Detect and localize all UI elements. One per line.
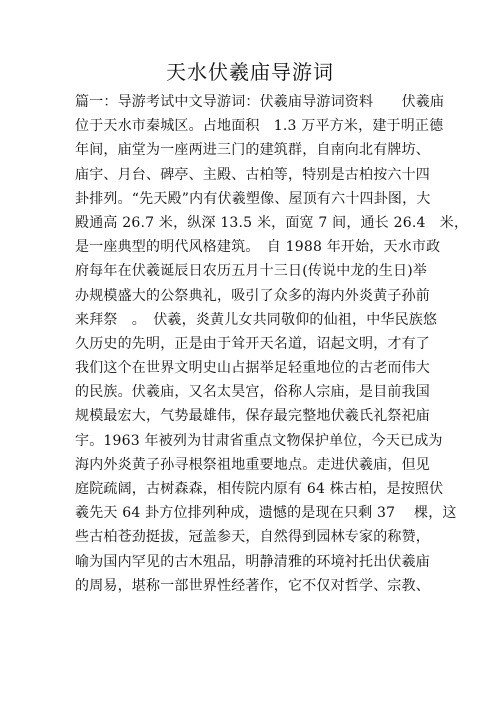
- text-line: 来拜祭 。 伏羲，炎黄儿女共同敬仰的仙祖，中华民族悠: [75, 311, 438, 328]
- text-line: 是一座典型的明代风格建筑。 自 1988 年开始，天水市政: [75, 239, 441, 256]
- text-line: 我们这个在世界文明史山占据举足轻重地位的古老而伟大: [75, 360, 430, 377]
- text-line: 海内外炎黄子孙寻根祭祖地重要地点。走进伏羲庙，但见: [75, 456, 430, 473]
- text-line: 羲先天 64 卦方位排列种成，遗憾的是现在只剩 37 棵，这: [75, 505, 457, 522]
- document-body: [75, 90, 469, 598]
- text-line: 篇一：导游考试中文导游词：伏羲庙导游词资料 伏羲庙: [75, 94, 445, 110]
- text-line: 些古柏苍劲挺拔，冠盖参天，自然得到园林专家的称赞，: [75, 529, 430, 546]
- text-line: 府每年在伏羲诞辰日农历五月十三日(传说中龙的生日)举: [75, 263, 428, 280]
- text-line: 的周易，堪称一部世界性经著作，它不仅对哲学、宗教、: [75, 577, 430, 594]
- text-line: 喻为国内罕见的古木殂品，明静清雅的环境衬托出伏羲庙: [75, 553, 430, 570]
- text-line: 位于天水市秦城区。占地面积 1.3 万平方米，建于明正德: [75, 118, 444, 135]
- text-line: 殿通高 26.7 米，纵深 13.5 米，面宽 7 间，通长 26.4 米，: [75, 214, 469, 231]
- text-line: 的民族。伏羲庙，又名太昊宫，俗称人宗庙，是目前我国: [75, 384, 430, 401]
- text-line: 宇。1963 年被列为甘肃省重点文物保护单位，今天已成为: [75, 432, 443, 449]
- text-line: 久历史的先明，正是由于耸开天名道，诏起文明，才有了: [75, 335, 430, 352]
- document-title: 天水伏羲庙导游词: [166, 60, 334, 84]
- text-line: 年间，庙堂为一座两进三门的建筑群，自南向北有牌坊、: [75, 142, 430, 159]
- text-line: 办规模盛大的公祭典礼，吸引了众多的海内外炎黄子孙前: [75, 287, 430, 304]
- text-line: 庙宇、月台、碑亭、主殿、古柏等，特别是古柏按六十四: [75, 166, 430, 183]
- text-line: 规模最宏大，气势最雄伟，保存最完整地伏羲氏礼祭祀庙: [75, 408, 430, 425]
- text-line: 庭院疏阔，古树森森，相传院内原有 64 株古柏，是按照伏: [75, 481, 444, 497]
- text-line: 卦排列。“先天殿”内有伏羲塑像、屋顶有六十四卦图，大: [75, 190, 431, 207]
